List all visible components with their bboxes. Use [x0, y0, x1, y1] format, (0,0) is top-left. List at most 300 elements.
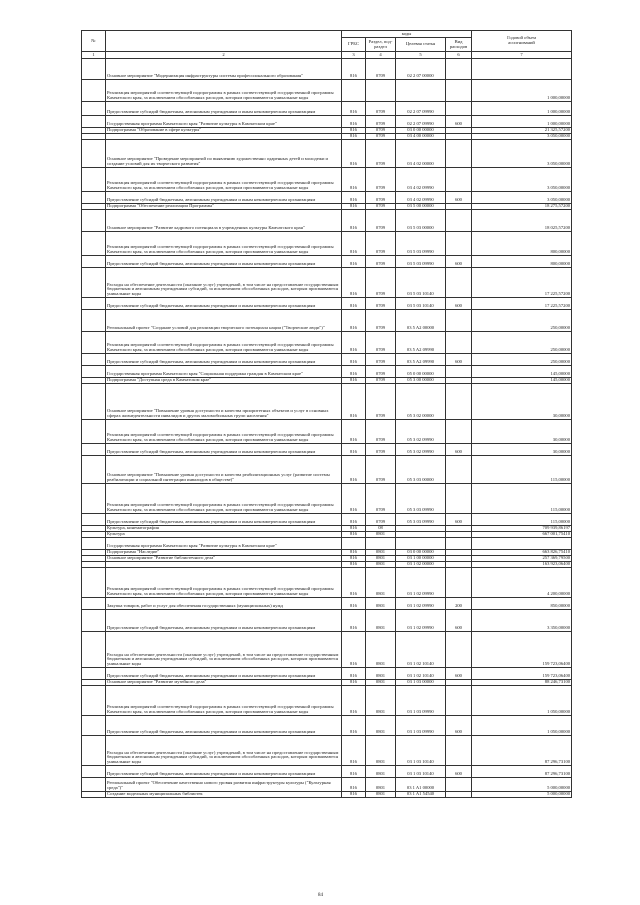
- row-name: Государственная программа Камчатского края "Социальная поддержка граждан в Камчатском крае": [106, 366, 342, 378]
- row-target: 03 1 03 09990: [396, 686, 446, 716]
- row-name: Культура, кинематография: [106, 526, 342, 532]
- row-amount: 850,00000: [472, 598, 572, 610]
- row-target: 05 0 00 00000: [396, 366, 446, 378]
- row-number: [82, 332, 106, 354]
- row-target: 03 4 00 00000: [396, 134, 446, 140]
- row-number: [82, 268, 106, 298]
- row-name: Подпрограмма "Наследие": [106, 550, 342, 556]
- row-grbs: 816: [342, 134, 366, 140]
- row-target: 03 5 A2 00000: [396, 310, 446, 332]
- page-number: 84: [318, 893, 323, 898]
- row-target: 03 1 02 10140: [396, 668, 446, 680]
- col-number: 3: [342, 52, 366, 59]
- row-number: [82, 716, 106, 736]
- row-amount: 250,00000: [472, 310, 572, 332]
- row-amount: 163 923,06400: [472, 562, 572, 568]
- table-row: [82, 256, 572, 268]
- row-section: 0801: [366, 532, 396, 538]
- table-row: [82, 140, 572, 168]
- row-exp-type: 600: [446, 716, 472, 736]
- row-section: 0801: [366, 610, 396, 632]
- header-number: №: [82, 31, 106, 52]
- row-amount: 87 296,73100: [472, 766, 572, 778]
- row-section: 0709: [366, 140, 396, 168]
- row-target: 05 3 02 09990: [396, 444, 446, 456]
- row-section: 0709: [366, 298, 396, 310]
- row-grbs: 816: [342, 128, 366, 134]
- row-section: 0801: [366, 668, 396, 680]
- row-number: [82, 232, 106, 256]
- table-row: [82, 232, 572, 256]
- row-section: 0709: [366, 232, 396, 256]
- table-row: [82, 792, 572, 798]
- row-amount: 3 350,00000: [472, 610, 572, 632]
- row-number: [82, 538, 106, 550]
- row-name: Создание модельных муниципальных библиотек: [106, 792, 342, 798]
- row-amount: 17 225,57200: [472, 268, 572, 298]
- table-row: [82, 568, 572, 598]
- row-name: Предоставление субсидий бюджетным, автономным учреждениям и иным некоммерческим организациям: [106, 256, 342, 268]
- row-name: Предоставление субсидий бюджетным, автономным учреждениям и иным некоммерческим организациям: [106, 444, 342, 456]
- row-section: 0709: [366, 484, 396, 514]
- row-exp-type: 600: [446, 766, 472, 778]
- row-name: Реализация мероприятий соответствующей подпрограммы в рамках соответствующей государственной программы Камчатского края, за исключением обособленных расходов, которым присваиваются уникальные коды: [106, 332, 342, 354]
- row-amount: 145,00000: [472, 378, 572, 384]
- row-name: Основное мероприятие "Модернизация инфраструктуры системы профессионального образования": [106, 59, 342, 80]
- row-grbs: 816: [342, 562, 366, 568]
- row-grbs: 816: [342, 420, 366, 444]
- row-exp-type: [446, 384, 472, 420]
- row-name: Реализация мероприятий соответствующей подпрограммы в рамках соответствующей государственной программы Камчатского края, за исключением обособленных расходов, которым присваиваются уникальные коды: [106, 420, 342, 444]
- row-exp-type: [446, 538, 472, 550]
- row-amount: 159 723,06400: [472, 668, 572, 680]
- row-exp-type: [446, 792, 472, 798]
- col-number: 6: [446, 52, 472, 59]
- table-row: [82, 484, 572, 514]
- row-name: Подпрограмма "Доступная среда в Камчатском крае": [106, 378, 342, 384]
- table-row: [82, 778, 572, 792]
- row-amount: 4 200,00000: [472, 568, 572, 598]
- row-name: Государственная программа Камчатского края "Развитие культуры в Камчатском крае": [106, 116, 342, 128]
- row-name: Реализация мероприятий соответствующей подпрограммы в рамках соответствующей государственной программы Камчатского края, за исключением обособленных расходов, которым присваиваются уникальные коды: [106, 80, 342, 102]
- header-name: [106, 31, 342, 52]
- row-name: Основное мероприятие "Проведение мероприятий по выявлению художественно одаренных детей и молодежи и создание условий для их творческого развития": [106, 140, 342, 168]
- row-section: 0801: [366, 550, 396, 556]
- column-number-row: [82, 52, 572, 59]
- row-number: [82, 80, 106, 102]
- row-section: 0801: [366, 792, 396, 798]
- row-target: 03 1 03 00000: [396, 680, 446, 686]
- row-amount: 17 225,57200: [472, 298, 572, 310]
- row-number: [82, 102, 106, 116]
- row-exp-type: [446, 632, 472, 668]
- table-row: [82, 668, 572, 680]
- row-amount: [472, 59, 572, 80]
- row-exp-type: [446, 484, 472, 514]
- row-name: Предоставление субсидий бюджетным, автономным учреждениям и иным некоммерческим организациям: [106, 102, 342, 116]
- col-number: 5: [396, 52, 446, 59]
- row-number: [82, 59, 106, 80]
- table-row: [82, 59, 572, 80]
- row-grbs: 816: [342, 232, 366, 256]
- row-target: 05 3 03 00000: [396, 456, 446, 484]
- row-number: [82, 256, 106, 268]
- row-target: 03 5 03 09990: [396, 256, 446, 268]
- row-target: 03 1 02 09990: [396, 568, 446, 598]
- row-target: 03 4 02 00000: [396, 140, 446, 168]
- col-number: 1: [82, 52, 106, 59]
- row-number: [82, 354, 106, 366]
- table-row: [82, 610, 572, 632]
- row-grbs: 816: [342, 668, 366, 680]
- row-section: 0709: [366, 366, 396, 378]
- table-row: [82, 632, 572, 668]
- row-name: Предоставление субсидий бюджетным, автономным учреждениям и иным некоммерческим организациям: [106, 716, 342, 736]
- row-number: [82, 210, 106, 232]
- row-amount: 3 050,00000: [472, 140, 572, 168]
- row-amount: 5 000,00000: [472, 778, 572, 792]
- row-exp-type: 600: [446, 610, 472, 632]
- table-header: [82, 31, 572, 59]
- row-target: 03 5 00 00000: [396, 204, 446, 210]
- row-number: [82, 444, 106, 456]
- row-amount: 3 050,00000: [472, 168, 572, 192]
- row-exp-type: [446, 420, 472, 444]
- row-exp-type: [446, 232, 472, 256]
- row-grbs: 816: [342, 792, 366, 798]
- row-target: [396, 80, 446, 102]
- row-name: Расходы на обеспечение деятельности (оказание услуг) учреждений, в том числе на предоставление государственным бюджетным и автономным учреждениям субсидий, за исключением обособленных расходов, которым присваиваются уникальные коды: [106, 268, 342, 298]
- row-section: 0801: [366, 778, 396, 792]
- header-codes: коды: [342, 31, 472, 38]
- row-name: Культура: [106, 532, 342, 538]
- row-target: 03 1 A1 00000: [396, 778, 446, 792]
- row-name: Предоставление субсидий бюджетным, автономным учреждениям и иным некоммерческим организациям: [106, 610, 342, 632]
- row-number: [82, 484, 106, 514]
- row-exp-type: [446, 366, 472, 378]
- row-grbs: 816: [342, 598, 366, 610]
- row-section: 0709: [366, 420, 396, 444]
- row-amount: 115,00000: [472, 456, 572, 484]
- row-grbs: [342, 538, 366, 550]
- row-grbs: 816: [342, 256, 366, 268]
- row-grbs: 816: [342, 456, 366, 484]
- row-name: Региональный проект "Создание условий для реализации творческого потенциала нации ("Творческие люди")": [106, 310, 342, 332]
- row-section: 0709: [366, 310, 396, 332]
- row-grbs: [342, 80, 366, 102]
- row-number: [82, 686, 106, 716]
- row-name: Реализация мероприятий соответствующей подпрограммы в рамках соответствующей государственной программы Камчатского края, за исключением обособленных расходов, которым присваиваются уникальные коды: [106, 686, 342, 716]
- row-name: Предоставление субсидий бюджетным, автономным учреждениям и иным некоммерческим организациям: [106, 298, 342, 310]
- row-amount: 667 001,75410: [472, 532, 572, 538]
- row-section: 0709: [366, 384, 396, 420]
- row-section: 0801: [366, 598, 396, 610]
- row-exp-type: 600: [446, 354, 472, 366]
- row-exp-type: [446, 59, 472, 80]
- row-amount: 257 369,79500: [472, 556, 572, 562]
- row-section: 0801: [366, 568, 396, 598]
- row-exp-type: [446, 168, 472, 192]
- row-amount: 1 000,00000: [472, 80, 572, 102]
- row-grbs: 816: [342, 484, 366, 514]
- col-number: 7: [472, 52, 572, 59]
- row-target: 03 1 02 09990: [396, 598, 446, 610]
- row-grbs: 816: [342, 366, 366, 378]
- row-grbs: 816: [342, 102, 366, 116]
- row-amount: 88 246,73100: [472, 680, 572, 686]
- row-grbs: 816: [342, 354, 366, 366]
- row-name: Предоставление субсидий бюджетным, автономным учреждениям и иным некоммерческим организациям: [106, 766, 342, 778]
- row-section: 0709: [366, 102, 396, 116]
- row-amount: 18 025,57200: [472, 210, 572, 232]
- row-name: Закупка товаров, работ и услуг для обеспечения государственных (муниципальных) нужд: [106, 598, 342, 610]
- row-grbs: 816: [342, 332, 366, 354]
- row-grbs: 816: [342, 736, 366, 766]
- row-exp-type: [446, 268, 472, 298]
- row-target: 03 4 02 09990: [396, 168, 446, 192]
- row-exp-type: [446, 568, 472, 598]
- table-row: [82, 686, 572, 716]
- row-number: [82, 168, 106, 192]
- row-amount: 115,00000: [472, 514, 572, 526]
- row-target: 02 2 07 09990: [396, 102, 446, 116]
- table-row: [82, 116, 572, 128]
- row-section: 0801: [366, 766, 396, 778]
- row-target: 03 1 02 00000: [396, 562, 446, 568]
- table-row: [82, 456, 572, 484]
- row-grbs: 816: [342, 168, 366, 192]
- row-amount: 30,00000: [472, 384, 572, 420]
- header-section: Раздел, под- раздел: [366, 38, 396, 52]
- row-section: 0801: [366, 632, 396, 668]
- row-number: [82, 668, 106, 680]
- row-name: Основное мероприятие "Развитие кадрового потенциала в учреждениях культуры Камчатского края": [106, 210, 342, 232]
- row-section: 0709: [366, 210, 396, 232]
- table-row: [82, 80, 572, 102]
- row-grbs: 816: [342, 310, 366, 332]
- row-number: [82, 192, 106, 204]
- row-amount: 30,00000: [472, 444, 572, 456]
- row-number: [82, 140, 106, 168]
- row-number: [82, 116, 106, 128]
- table-row: [82, 102, 572, 116]
- row-grbs: 816: [342, 716, 366, 736]
- row-number: [82, 384, 106, 420]
- row-number: [82, 568, 106, 598]
- row-section: 0709: [366, 59, 396, 80]
- row-section: 0709: [366, 134, 396, 140]
- row-target: 03 5 A2 09990: [396, 354, 446, 366]
- row-grbs: 816: [342, 140, 366, 168]
- table-row: [82, 420, 572, 444]
- row-grbs: 816: [342, 378, 366, 384]
- row-number: [82, 298, 106, 310]
- row-grbs: 816: [342, 686, 366, 716]
- row-grbs: 816: [342, 778, 366, 792]
- row-target: 03 4 02 09990: [396, 192, 446, 204]
- row-exp-type: [446, 736, 472, 766]
- table-row: [82, 766, 572, 778]
- row-number: [82, 514, 106, 526]
- table-row: [82, 444, 572, 456]
- row-name: Предоставление субсидий бюджетным, автономным учреждениям и иным некоммерческим организациям: [106, 668, 342, 680]
- row-amount: 663 826,75410: [472, 550, 572, 556]
- row-section: 0709: [366, 168, 396, 192]
- table-row: [82, 210, 572, 232]
- row-section: 0709: [366, 514, 396, 526]
- row-grbs: 816: [342, 268, 366, 298]
- row-section: [366, 80, 396, 102]
- row-name: Государственная программа Камчатского края "Развитие культуры в Камчатском крае": [106, 538, 342, 550]
- row-section: 0709: [366, 192, 396, 204]
- row-name: Предоставление субсидий бюджетным, автономным учреждениям и иным некоммерческим организациям: [106, 354, 342, 366]
- header-target: Целевая статья: [396, 38, 446, 52]
- col-number: 4: [366, 52, 396, 59]
- row-name: Основное мероприятие "Развитие музейного дела": [106, 680, 342, 686]
- row-number: [82, 736, 106, 766]
- row-number: [82, 420, 106, 444]
- table-row: [82, 192, 572, 204]
- row-name: Расходы на обеспечение деятельности (оказание услуг) учреждений, в том числе на предоставление государственным бюджетным и автономным учреждениям субсидий, за исключением обособленных расходов, которым присваиваются уникальные коды: [106, 632, 342, 668]
- row-target: 03 1 00 00000: [396, 556, 446, 562]
- row-grbs: 816: [342, 568, 366, 598]
- row-amount: 800,00000: [472, 232, 572, 256]
- row-section: 0709: [366, 354, 396, 366]
- row-section: 0709: [366, 256, 396, 268]
- row-target: 03 1 A1 54540: [396, 792, 446, 798]
- row-exp-type: 200: [446, 598, 472, 610]
- row-name: Реализация мероприятий соответствующей подпрограммы в рамках соответствующей государственной программы Камчатского края, за исключением обособленных расходов, которым присваиваются уникальные коды: [106, 232, 342, 256]
- row-number: [82, 632, 106, 668]
- row-amount: 800,00000: [472, 256, 572, 268]
- row-section: 0709: [366, 128, 396, 134]
- row-exp-type: 600: [446, 514, 472, 526]
- row-target: 03 1 03 10140: [396, 736, 446, 766]
- row-number: [82, 610, 106, 632]
- table-row: [82, 298, 572, 310]
- row-amount: 5 000,00000: [472, 792, 572, 798]
- table-row: [82, 716, 572, 736]
- row-exp-type: 600: [446, 116, 472, 128]
- row-target: 03 1 02 10140: [396, 632, 446, 668]
- row-exp-type: [446, 686, 472, 716]
- row-grbs: 816: [342, 192, 366, 204]
- table-row: [82, 268, 572, 298]
- row-target: [396, 538, 446, 550]
- row-section: 08: [366, 526, 396, 532]
- row-exp-type: 600: [446, 444, 472, 456]
- table-row: [82, 384, 572, 420]
- row-section: 0709: [366, 268, 396, 298]
- row-section: 0709: [366, 444, 396, 456]
- row-amount: 30,00000: [472, 420, 572, 444]
- row-target: 05 3 03 09990: [396, 514, 446, 526]
- row-amount: 1 050,00000: [472, 716, 572, 736]
- row-section: 0709: [366, 116, 396, 128]
- row-exp-type: [446, 310, 472, 332]
- row-section: 0801: [366, 562, 396, 568]
- row-target: 03 0 00 00000: [396, 128, 446, 134]
- table-row: [82, 514, 572, 526]
- row-amount: 159 723,06400: [472, 632, 572, 668]
- row-exp-type: 600: [446, 256, 472, 268]
- table-row: [82, 538, 572, 550]
- row-grbs: 816: [342, 59, 366, 80]
- row-section: 0801: [366, 716, 396, 736]
- row-grbs: 816: [342, 610, 366, 632]
- row-target: 05 3 02 09990: [396, 420, 446, 444]
- row-amount: 115,00000: [472, 484, 572, 514]
- row-section: 0709: [366, 204, 396, 210]
- row-section: 0709: [366, 456, 396, 484]
- table-row: [82, 736, 572, 766]
- row-section: 0801: [366, 556, 396, 562]
- row-target: 03 5 03 10140: [396, 268, 446, 298]
- row-amount: 145,00000: [472, 366, 572, 378]
- row-target: 03 5 03 00000: [396, 210, 446, 232]
- table-row: [82, 168, 572, 192]
- row-number: [82, 456, 106, 484]
- row-name: Основное мероприятие "Повышение уровня доступности и качества приоритетных объектов и услуг в основных сферах жизнедеятельности инвалидов и других маломобильных групп населения": [106, 384, 342, 420]
- row-target: 03 1 03 10140: [396, 766, 446, 778]
- row-name: Основное мероприятие "Повышение уровня доступности и качества реабилитационных услуг (развитие системы реабилитации и социальной интеграции инвалидов в обществе)": [106, 456, 342, 484]
- row-name: Предоставление субсидий бюджетным, автономным учреждениям и иным некоммерческим организациям: [106, 514, 342, 526]
- row-exp-type: [446, 210, 472, 232]
- row-section: 0801: [366, 736, 396, 766]
- header-amount: Годовой объем ассигнований: [472, 31, 572, 52]
- row-amount: 1 000,00000: [472, 116, 572, 128]
- budget-table: [81, 30, 572, 798]
- row-grbs: 816: [342, 766, 366, 778]
- row-number: [82, 766, 106, 778]
- row-target: 03 5 03 10140: [396, 298, 446, 310]
- table-row: [82, 354, 572, 366]
- row-grbs: 816: [342, 680, 366, 686]
- row-grbs: 816: [342, 550, 366, 556]
- row-target: 02 2 07 09990: [396, 116, 446, 128]
- row-amount: 1 000,00000: [472, 102, 572, 116]
- row-exp-type: [446, 332, 472, 354]
- header-grbs: ГРБС: [342, 38, 366, 52]
- row-exp-type: [446, 102, 472, 116]
- row-amount: 87 296,73100: [472, 736, 572, 766]
- row-target: 03 5 03 09990: [396, 232, 446, 256]
- row-amount: 3 050,00000: [472, 192, 572, 204]
- row-amount: [472, 538, 572, 550]
- row-target: 05 3 02 00000: [396, 384, 446, 420]
- row-number: [82, 310, 106, 332]
- row-grbs: 816: [342, 204, 366, 210]
- row-grbs: 816: [342, 632, 366, 668]
- row-target: 05 3 03 09990: [396, 484, 446, 514]
- row-exp-type: 600: [446, 298, 472, 310]
- row-name: Подпрограмма "Обеспечение реализации Программы": [106, 204, 342, 210]
- row-exp-type: [446, 778, 472, 792]
- row-exp-type: 600: [446, 668, 472, 680]
- row-grbs: 816: [342, 514, 366, 526]
- row-section: 0801: [366, 680, 396, 686]
- col-number: 2: [106, 52, 342, 59]
- row-name: Расходы на обеспечение деятельности (оказание услуг) учреждений, в том числе на предоставление государственным бюджетным и автономным учреждениям субсидий, за исключением обособленных расходов, которым присваиваются уникальные коды: [106, 736, 342, 766]
- row-target: 03 1 03 09990: [396, 716, 446, 736]
- row-exp-type: [446, 140, 472, 168]
- row-grbs: 816: [342, 526, 366, 532]
- row-target: 03 1 02 09990: [396, 610, 446, 632]
- row-section: 0801: [366, 686, 396, 716]
- table-body: [82, 59, 572, 798]
- table-row: [82, 366, 572, 378]
- row-amount: 250,00000: [472, 354, 572, 366]
